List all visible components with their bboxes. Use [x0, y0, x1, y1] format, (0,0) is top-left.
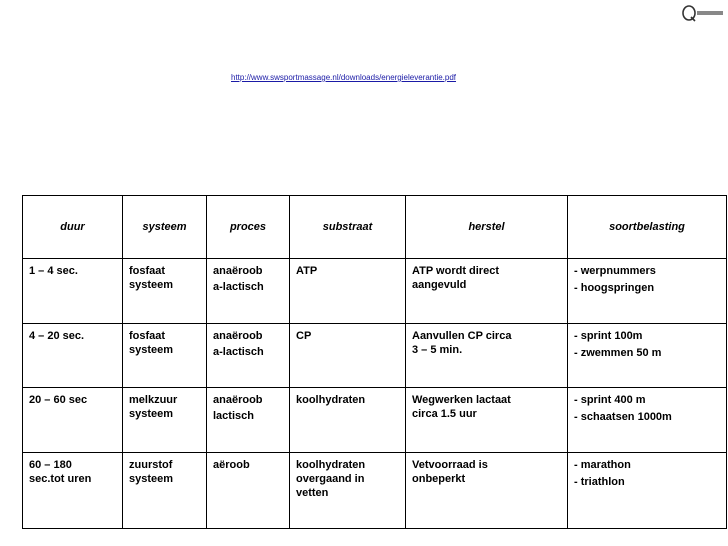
- cell-soortbelasting: [568, 259, 727, 324]
- cell-line: - zwemmen 50 m: [574, 346, 662, 359]
- cell-herstel: [406, 259, 568, 324]
- cell-line: Wegwerken lactaat: [412, 394, 511, 406]
- cell-line: sec.tot uren: [29, 472, 92, 485]
- cell-duur: [23, 323, 123, 388]
- cell-line: systeem: [129, 472, 174, 485]
- cell-line: 3 – 5 min.: [412, 343, 463, 356]
- header-soortbelasting: soortbelasting: [568, 196, 727, 259]
- cell-systeem: [123, 259, 207, 324]
- cell-line: ATP: [296, 265, 318, 277]
- cell-systeem: [123, 323, 207, 388]
- cell-line: anaëroob: [213, 394, 263, 406]
- cell-line: anaëroob: [213, 265, 263, 277]
- cell-line: aëroob: [213, 458, 250, 471]
- cell-line: systeem: [129, 343, 174, 356]
- cell-line: circa 1.5 uur: [412, 408, 477, 420]
- cell-soortbelasting: [568, 452, 727, 529]
- cell-line: fosfaat: [129, 265, 166, 277]
- header-systeem: systeem: [123, 196, 207, 259]
- cell-line: koolhydraten: [296, 458, 366, 471]
- cell-line: CP: [296, 329, 312, 342]
- cell-systeem: [123, 388, 207, 453]
- cell-line: a-lactisch: [213, 281, 264, 293]
- cell-substraat: [290, 259, 406, 324]
- header-substraat: substraat: [290, 196, 406, 259]
- cell-line: Aanvullen CP circa: [412, 329, 512, 342]
- cell-duur: [23, 388, 123, 453]
- energy-table: [22, 195, 727, 529]
- table-row: [23, 259, 727, 324]
- cell-duur: [23, 452, 123, 529]
- cell-line: systeem: [129, 279, 174, 291]
- cell-line: fosfaat: [129, 329, 166, 342]
- cell-herstel: [406, 323, 568, 388]
- cell-line: aangevuld: [412, 279, 467, 291]
- cell-line: - werpnummers: [574, 265, 656, 277]
- table-row: [23, 323, 727, 388]
- cell-duur: [23, 259, 123, 324]
- cell-line: - sprint 100m: [574, 329, 643, 342]
- table-row: [23, 452, 727, 529]
- cell-substraat: [290, 323, 406, 388]
- cell-line: - triathlon: [574, 475, 625, 488]
- cell-line: 60 – 180: [29, 458, 72, 471]
- table-header-row: [23, 196, 727, 259]
- cell-proces: [207, 452, 290, 529]
- source-url[interactable]: http://www.swsportmassage.nl/downloads/energieleverantie.pdf: [231, 73, 457, 82]
- header-duur: duur: [23, 196, 123, 259]
- cell-proces: [207, 259, 290, 324]
- header-proces: proces: [207, 196, 290, 259]
- cell-substraat: [290, 452, 406, 529]
- cell-substraat: [290, 388, 406, 453]
- logo: [682, 4, 724, 22]
- cell-line: systeem: [129, 408, 174, 420]
- cell-soortbelasting: [568, 388, 727, 453]
- cell-line: 20 – 60 sec: [29, 394, 88, 406]
- cell-line: 1 – 4 sec.: [29, 265, 78, 277]
- cell-line: - marathon: [574, 458, 631, 471]
- cell-herstel: [406, 388, 568, 453]
- cell-systeem: [123, 452, 207, 529]
- cell-line: a-lactisch: [213, 345, 264, 358]
- cell-line: - schaatsen 1000m: [574, 411, 672, 423]
- cell-soortbelasting: [568, 323, 727, 388]
- cell-line: melkzuur: [129, 394, 178, 406]
- cell-line: lactisch: [213, 410, 254, 422]
- cell-line: Vetvoorraad is: [412, 458, 488, 471]
- cell-line: zuurstof: [129, 458, 173, 471]
- cell-line: - hoogspringen: [574, 282, 655, 294]
- cell-line: onbeperkt: [412, 472, 466, 485]
- cell-line: koolhydraten: [296, 394, 366, 406]
- cell-line: ATP wordt direct: [412, 265, 499, 277]
- cell-line: 4 – 20 sec.: [29, 329, 85, 342]
- cell-herstel: [406, 452, 568, 529]
- cell-proces: [207, 388, 290, 453]
- header-herstel: herstel: [406, 196, 568, 259]
- logo-icon: [682, 4, 724, 22]
- table-row: [23, 388, 727, 453]
- cell-line: overgaand in: [296, 472, 365, 485]
- cell-line: anaëroob: [213, 329, 263, 342]
- cell-proces: [207, 323, 290, 388]
- cell-line: vetten: [296, 486, 329, 499]
- cell-line: - sprint 400 m: [574, 394, 646, 406]
